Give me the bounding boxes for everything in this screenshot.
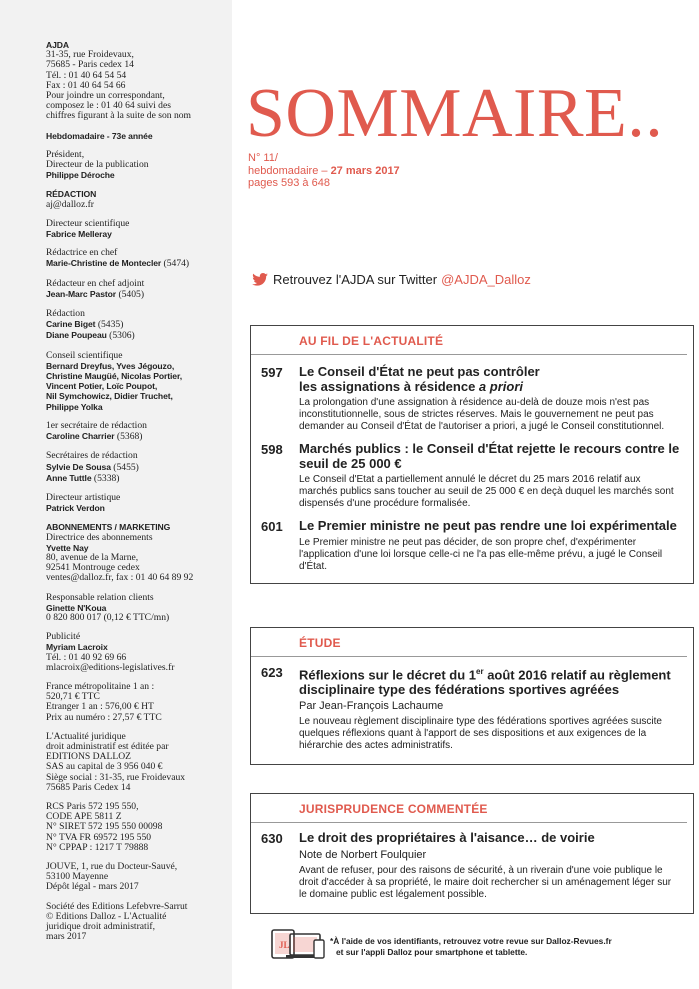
article-title: Le Premier ministre ne peut pas rendre une loi expérimentale: [299, 518, 677, 533]
staff-name: Vincent Potier, Loïc Poupot,: [46, 381, 158, 392]
staff-name: Anne Tuttle: [46, 472, 92, 483]
staff-ext: (5368): [114, 431, 143, 443]
legal-block: [46, 732, 231, 793]
staff-name: Ginette N'Koua: [46, 602, 107, 613]
staff-name: Christine Maugüé, Nicolas Portier,: [46, 371, 183, 382]
abonnements-block: [46, 522, 231, 583]
redaction-team-block: [46, 309, 231, 342]
copyright-line: mars 2017: [46, 931, 87, 943]
conseil-block: [46, 351, 231, 412]
rcs-line: RCS Paris 572 195 550,: [46, 800, 139, 812]
page-title: SOMMAIRE..: [246, 75, 664, 152]
article-author: Par Jean-François Lachaume: [299, 700, 444, 713]
staff-role: Rédactrice en chef: [46, 247, 118, 259]
section-heading: JURISPRUDENCE COMMENTÉE: [251, 794, 687, 823]
article-title: Réflexions sur le décret du 1er août 2016 relatif au règlement disciplinaire type des fédérations sportives agréées: [299, 667, 671, 697]
footer-line: et sur l'appli Dalloz pour smartphone et tablette.: [336, 946, 528, 957]
twitter-bird-icon: [252, 273, 268, 286]
footer-line: *À l'aide de vos identifiants, retrouvez votre revue sur Dalloz-Revues.fr: [330, 936, 612, 946]
copyright-line: Société des Editions Lefebvre-Sarrut: [46, 900, 188, 912]
section-etude: [250, 627, 694, 765]
publisher-name: AJDA: [46, 40, 69, 50]
toc-item[interactable]: [251, 442, 693, 510]
impression-line: Dépôt légal - mars 2017: [46, 881, 139, 893]
frequency: Hebdomadaire - 73e année: [46, 130, 153, 141]
article-summary: La prolongation d'une assignation à résidence au-delà de douze mois n'est pas inconstitutionnelle, sous de strictes réserves. Mais le gouvernement ne peut pas demander au Conseil d'État de l'autoriser a priori, a jugé le Conseil constitutionnel.: [299, 397, 665, 432]
staff-name: Philippe Yolka: [46, 401, 103, 412]
toc-item[interactable]: [251, 365, 693, 433]
copyright-line: juridique droit administratif,: [46, 921, 155, 933]
frequency-block: [46, 131, 231, 141]
legal-line: SAS au capital de 3 956 040 €: [46, 761, 163, 773]
staff-name: Sylvie De Sousa: [46, 461, 111, 472]
legal-line: droit administratif est éditée par: [46, 740, 169, 752]
staff-name: Jean-Marc Pastor: [46, 288, 117, 299]
president-role: Président,: [46, 148, 85, 160]
article-summary: Avant de refuser, pour des raisons de sécurité, à un riverain d'une voie publique le droit d'accéder à sa propriété, le maire doit rechercher si un aménagement léger sur le domaine public est légalement possible.: [299, 864, 672, 900]
staff-role: 1er secrétaire de rédaction: [46, 419, 147, 431]
staff-name: Marie-Christine de Montecler: [46, 258, 162, 269]
article-title: Le droit des propriétaires à l'aisance… de voirie: [299, 830, 595, 845]
twitter-promo[interactable]: [252, 272, 531, 287]
issue-number: N° 11/: [248, 152, 278, 164]
contact-email[interactable]: mlacroix@editions-legislatives.fr: [46, 661, 175, 673]
devices-icon: [270, 928, 326, 962]
president-name: Philippe Déroche: [46, 170, 115, 181]
staff-role: Directeur artistique: [46, 491, 121, 503]
toc-item[interactable]: [251, 519, 693, 573]
staff-role: Conseil scientifique: [46, 349, 123, 361]
issue-info: [248, 152, 400, 190]
issue-frequency: hebdomadaire –: [248, 164, 331, 177]
section-heading: AU FIL DE L'ACTUALITÉ: [251, 326, 687, 355]
staff-role: Directrice des abonnements: [46, 531, 153, 543]
issue-date: 27 mars 2017: [330, 164, 400, 177]
tarif-line: Prix au numéro : 27,57 € TTC: [46, 711, 162, 723]
legal-line: Siège social : 31-35, rue Froidevaux: [46, 771, 186, 783]
staff-name: Diane Poupeau: [46, 330, 107, 341]
staff-role: Directeur scientifique: [46, 217, 130, 229]
article-title: Marchés publics : le Conseil d'État rejette le recours contre le seuil de 25 000 €: [299, 441, 680, 471]
legal-line: L'Actualité juridique: [46, 730, 126, 742]
staff-role: Responsable relation clients: [46, 591, 154, 603]
twitter-handle[interactable]: @AJDA_Dalloz: [441, 272, 531, 287]
tarif-line: France métropolitaine 1 an :: [46, 680, 155, 692]
contact-line[interactable]: ventes@dalloz.fr, fax : 01 40 64 89 92: [46, 572, 194, 584]
dir-art-block: [46, 493, 231, 513]
page-number: 597: [261, 365, 283, 380]
footer-text: [330, 936, 612, 957]
publisher-block: [46, 40, 231, 122]
publisher-line: 31-35, rue Froidevaux,: [46, 49, 134, 61]
red-chef-block: [46, 248, 231, 269]
summary-main: [232, 0, 699, 989]
digital-access-notice: [270, 928, 612, 962]
page-number: 623: [261, 665, 283, 680]
red-adj-block: [46, 279, 231, 300]
issue-pages: pages 593 à 648: [248, 177, 330, 189]
article-title: Le Conseil d'État ne peut pas contrôler les assignations à résidence a priori: [299, 364, 540, 394]
copyright-block: [46, 902, 231, 943]
redaction-email[interactable]: aj@dalloz.fr: [46, 198, 94, 210]
staff-role: Rédacteur en chef adjoint: [46, 277, 145, 289]
page-number: 598: [261, 442, 283, 457]
address-line: 92541 Montrouge cedex: [46, 562, 140, 574]
staff-role: Rédaction: [46, 308, 85, 320]
publisher-line: chiffres figurant à la suite de son nom: [46, 110, 192, 122]
toc-item[interactable]: [251, 665, 693, 752]
staff-ext: (5435): [95, 319, 124, 331]
staff-ext: (5338): [91, 472, 120, 484]
article-author: Note de Norbert Foulquier: [299, 848, 427, 861]
staff-name: Caroline Charrier: [46, 431, 115, 442]
president-block: [46, 150, 231, 181]
legal-line: EDITIONS DALLOZ: [46, 751, 131, 763]
impression-line: JOUVE, 1, rue du Docteur-Sauvé,: [46, 861, 178, 872]
impression-line: 53100 Mayenne: [46, 871, 109, 883]
masthead-content: [46, 40, 231, 951]
article-summary: Le Premier ministre ne peut pas décider, de son propre chef, d'expérimenter l'application d'une loi lorsque celle-ci ne l'a pas elle-même prévu, a jugé le Conseil d'État.: [299, 536, 663, 572]
redaction-heading: RÉDACTION: [46, 189, 97, 200]
rcs-line: N° CPPAP : 1217 T 79888: [46, 841, 149, 853]
contact-line: Tél. : 01 40 92 69 66: [46, 651, 127, 663]
staff-ext: (5306): [106, 330, 135, 342]
page-number: 630: [261, 831, 283, 846]
staff-name: Fabrice Melleray: [46, 229, 112, 240]
dir-sci-block: [46, 219, 231, 239]
copyright-line: © Editions Dalloz - L'Actualité: [46, 910, 167, 922]
staff-ext: (5455): [110, 461, 139, 473]
president-role: Directeur de la publication: [46, 159, 149, 171]
secretaire1-block: [46, 421, 231, 442]
staff-ext: (5474): [161, 258, 190, 270]
section-heading: ÉTUDE: [251, 628, 687, 657]
rcs-line: N° TVA FR 69572 195 550: [46, 831, 152, 843]
impression-block: [46, 862, 231, 893]
twitter-text: Retrouvez l'AJDA sur Twitter: [273, 272, 438, 287]
redaction-block: [46, 189, 231, 209]
publisher-line: composez le : 01 40 64 suivi des: [46, 100, 171, 112]
staff-name: Bernard Dreyfus, Yves Jégouzo,: [46, 360, 175, 371]
masthead-sidebar: [0, 0, 232, 989]
staff-name: Yvette Nay: [46, 542, 89, 553]
staff-role: Secrétaires de rédaction: [46, 450, 138, 462]
address-line: 80, avenue de la Marne,: [46, 551, 139, 563]
rcs-block: [46, 802, 231, 853]
staff-name: Myriam Lacroix: [46, 642, 108, 653]
publisher-line: 75685 - Paris cedex 14: [46, 59, 134, 71]
page-number: 601: [261, 519, 283, 534]
tarif-line: 520,71 € TTC: [46, 691, 100, 703]
article-summary: Le nouveau règlement disciplinaire type des fédérations sportives agréées suscite quelques réflexions quant à l'apport de ses dispositions et aux exigences de la hiérarchie des actes administratifs.: [299, 716, 662, 752]
section-jurisprudence: [250, 793, 694, 914]
rcs-line: CODE APE 5811 Z: [46, 811, 122, 823]
publicite-block: [46, 632, 231, 673]
staff-role: Publicité: [46, 631, 81, 643]
relation-block: [46, 593, 231, 624]
staff-name: Carine Biget: [46, 319, 96, 330]
article-summary: Le Conseil d'Etat a partiellement annulé le décret du 25 mars 2016 relatif aux marchés publics sans toucher au seuil de 25 000 € en deçà duquel les marchés sont dispensés d'une procédure formalisée.: [299, 474, 674, 509]
abonnements-heading: ABONNEMENTS / MARKETING: [46, 522, 171, 533]
secretaires-block: [46, 451, 231, 484]
tarifs-block: [46, 682, 231, 723]
staff-name: Patrick Verdon: [46, 503, 105, 514]
publisher-fax: Fax : 01 40 64 54 66: [46, 79, 126, 91]
staff-ext: (5405): [116, 288, 145, 300]
publisher-phone: Tél. : 01 40 64 54 54: [46, 69, 127, 81]
svg-text:JL: JL: [279, 940, 290, 950]
tarif-line: Etranger 1 an : 576,00 € HT: [46, 701, 154, 713]
section-actualite: [250, 325, 694, 584]
legal-line: 75685 Paris Cedex 14: [46, 781, 131, 793]
contact-line: 0 820 800 017 (0,12 € TTC/mn): [46, 611, 170, 623]
staff-name: Nil Symchowicz, Didier Truchet,: [46, 391, 173, 402]
toc-item[interactable]: [251, 831, 693, 901]
rcs-line: N° SIRET 572 195 550 00098: [46, 821, 163, 833]
publisher-line: Pour joindre un correspondant,: [46, 90, 165, 102]
